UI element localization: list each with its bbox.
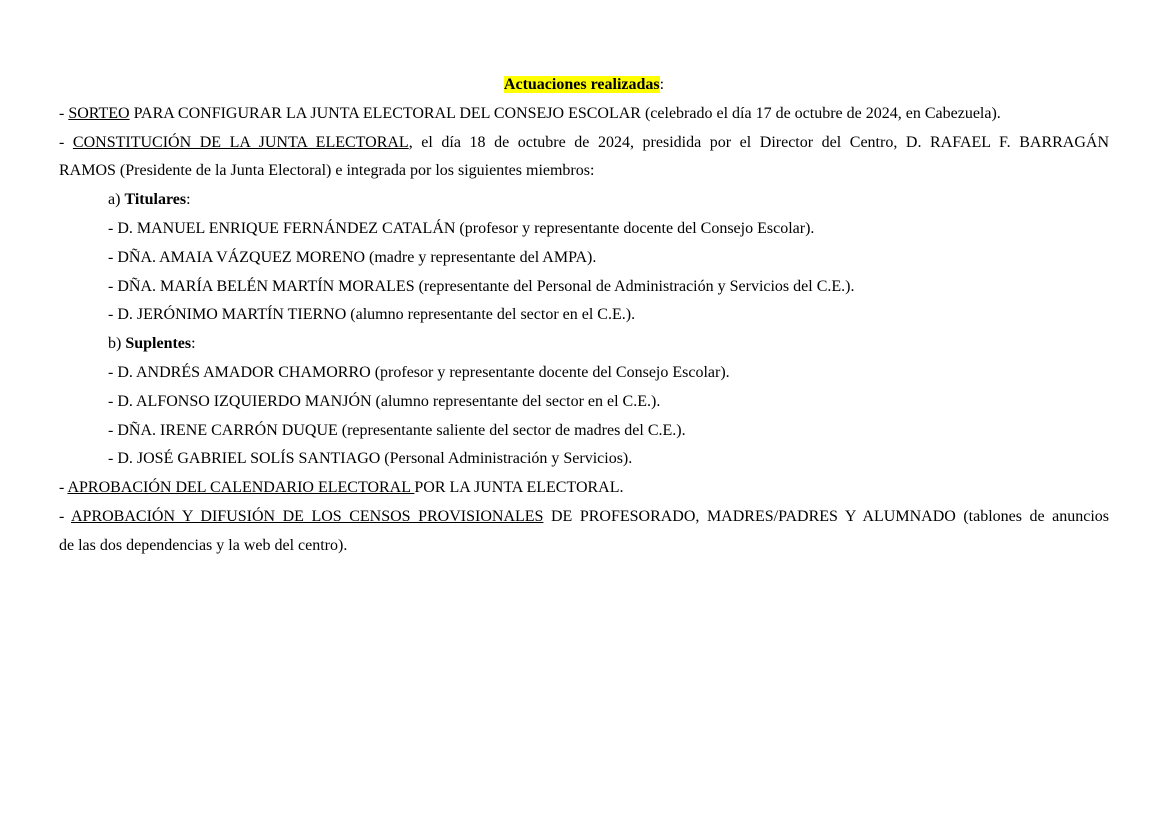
titulares-colon: : [186, 191, 191, 209]
item-constitucion-line2 [59, 157, 1109, 186]
suplente-member: - D. ANDRÉS AMADOR CHAMORRO (profesor y representante docente del Consejo Escolar). [108, 363, 730, 381]
calendario-underlined: APROBACIÓN DEL CALENDARIO ELECTORAL [67, 479, 415, 497]
titulares-heading [59, 186, 1109, 215]
item-calendario [59, 474, 1109, 503]
item-dash: - [59, 479, 68, 497]
titular-member: - DÑA. AMAIA VÁZQUEZ MORENO (madre y representante del AMPA). [108, 248, 597, 266]
censos-text-2: de las dos dependencias y la web del centro). [59, 536, 348, 554]
constitucion-underlined: CONSTITUCIÓN DE LA JUNTA ELECTORAL [72, 133, 409, 151]
suplentes-prefix: b) [108, 335, 126, 353]
censos-text-1: DE PROFESORADO, MADRES/PADRES Y ALUMNADO (tablones de anuncios [543, 507, 1110, 525]
item-dash: - [59, 104, 69, 122]
calendario-text: POR LA JUNTA ELECTORAL. [414, 479, 624, 497]
titular-member: - D. MANUEL ENRIQUE FERNÁNDEZ CATALÁN (profesor y representante docente del Consejo Escolar). [108, 219, 815, 237]
suplente-member: - DÑA. IRENE CARRÓN DUQUE (representante saliente del sector de madres del C.E.). [108, 421, 686, 439]
item-dash: - [59, 133, 73, 151]
heading-colon: : [659, 76, 665, 93]
constitucion-text-1: , el día 18 de octubre de 2024, presidida por el Director del Centro, D. RAFAEL F. BARRAGÁN [408, 133, 1110, 151]
item-censos-line1 [59, 503, 1109, 532]
document-page [59, 71, 1109, 561]
item-censos-line2 [59, 532, 1109, 561]
suplentes-colon: : [191, 335, 196, 353]
constitucion-text-2: RAMOS (Presidente de la Junta Electoral) e integrada por los siguientes miembros: [59, 162, 595, 180]
section-heading [59, 71, 1109, 100]
titular-member: - D. JERÓNIMO MARTÍN TIERNO (alumno representante del sector en el C.E.). [108, 306, 636, 324]
item-constitucion-line1 [59, 129, 1109, 158]
titulares-prefix: a) [108, 191, 125, 209]
sorteo-underlined: SORTEO [68, 104, 130, 122]
suplentes-label: Suplentes [125, 335, 192, 353]
titulares-label: Titulares [124, 191, 187, 209]
heading-title: Actuaciones realizadas [503, 76, 660, 93]
suplentes-heading [59, 330, 1109, 359]
suplente-member: - D. JOSÉ GABRIEL SOLÍS SANTIAGO (Personal Administración y Servicios). [108, 450, 633, 468]
item-sorteo [59, 100, 1109, 129]
censos-underlined: APROBACIÓN Y DIFUSIÓN DE LOS CENSOS PROVISIONALES [70, 507, 544, 525]
sorteo-text: PARA CONFIGURAR LA JUNTA ELECTORAL DEL CONSEJO ESCOLAR (celebrado el día 17 de octubre de 2024, en Cabezuela). [129, 104, 1001, 122]
titular-member: - DÑA. MARÍA BELÉN MARTÍN MORALES (representante del Personal de Administración y Servicios del C.E.). [108, 277, 855, 295]
suplente-member: - D. ALFONSO IZQUIERDO MANJÓN (alumno representante del sector en el C.E.). [108, 392, 661, 410]
item-dash: - [59, 507, 71, 525]
